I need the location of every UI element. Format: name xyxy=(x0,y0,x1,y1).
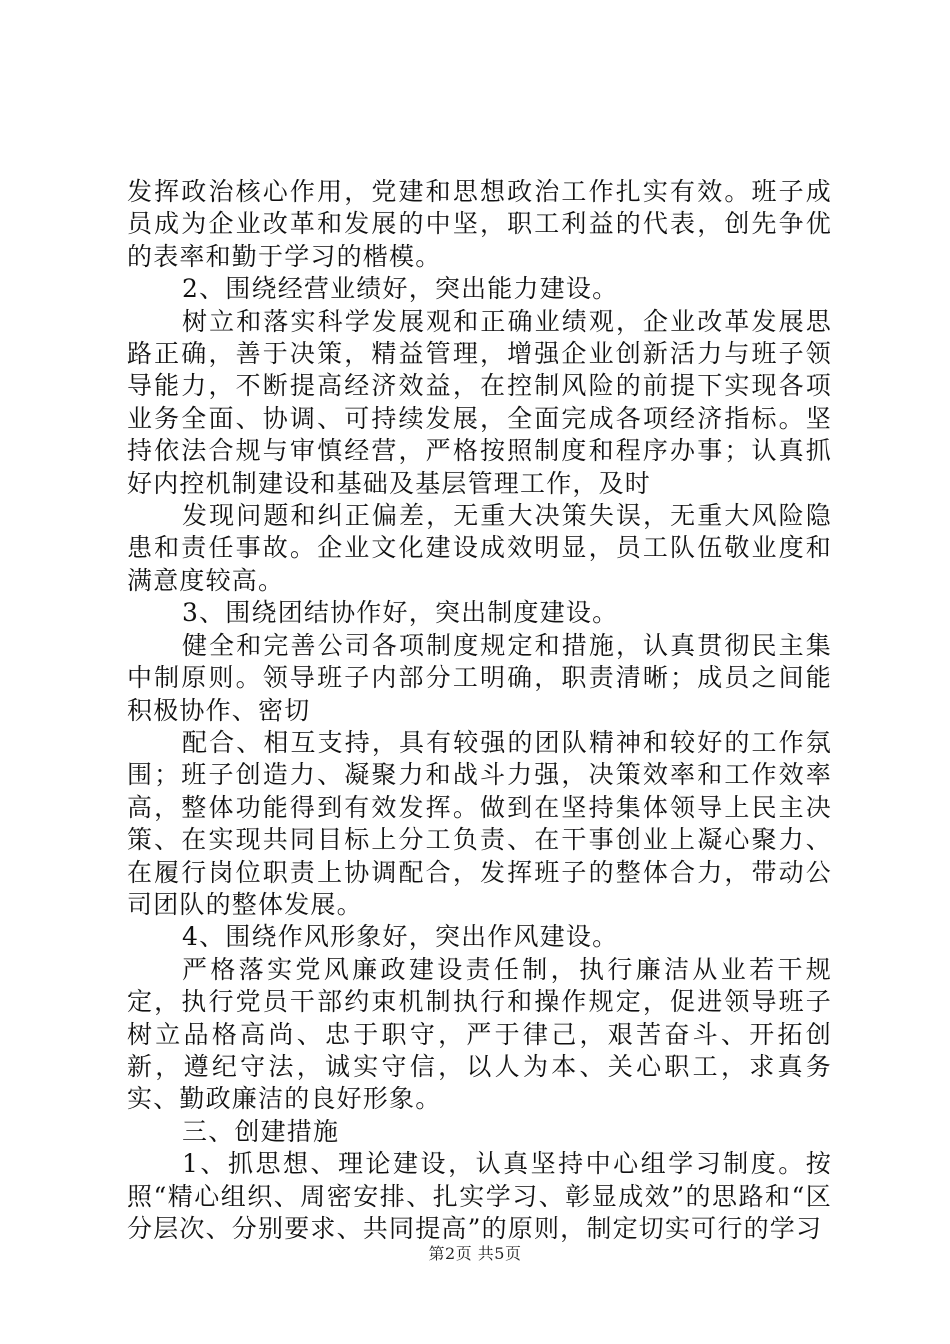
page-number-footer: 第2页 共5页 xyxy=(428,1244,522,1263)
heading-item-3: 3、围绕团结协作好，突出制度建设。 xyxy=(182,598,619,628)
heading-item-2: 2、围绕经营业绩好，突出能力建设。 xyxy=(182,274,619,304)
heading-item-4: 4、围绕作风形象好，突出作风建设。 xyxy=(182,922,619,952)
paragraph-continuation: 发挥政治核心作用，党建和思想政治工作扎实有效。班子成员成为企业改革和发展的中坚，职工利益的代表，创先争优的表率和勤于学习的楷模。 xyxy=(127,177,832,271)
paragraph: 发现问题和纠正偏差，无重大决策失误，无重大风险隐患和责任事故。企业文化建设成效明显，员工队伍敬业度和满意度较高。 xyxy=(127,501,832,595)
section-heading: 三、创建措施 xyxy=(182,1116,340,1146)
document-body xyxy=(127,176,832,1245)
paragraph: 配合、相互支持，具有较强的团队精神和较好的工作氛围；班子创造力、凝聚力和战斗力强，决策效率和工作效率高，整体功能得到有效发挥。做到在坚持集体领导上民主决策、在实现共同目标上分工负责、在干事创业上凝心聚力、在履行岗位职责上协调配合，发挥班子的整体合力，带动公司团队的整体发展。 xyxy=(127,727,832,919)
paragraph: 树立和落实科学发展观和正确业绩观，企业改革发展思路正确，善于决策，精益管理，增强企业创新活力与班子领导能力，不断提高经济效益，在控制风险的前提下实现各项业务全面、协调、可持续发展，全面完成各项经济指标。坚持依法合规与审慎经营，严格按照制度和程序办事；认真抓好内控机制建设和基础及基层管理工作，及时 xyxy=(127,306,832,498)
paragraph: 健全和完善公司各项制度规定和措施，认真贯彻民主集中制原则。领导班子内部分工明确，职责清晰；成员之间能积极协作、密切 xyxy=(127,630,832,725)
paragraph: 1、抓思想、理论建设，认真坚持中心组学习制度。按照“精心组织、周密安排、扎实学习、彰显成效”的思路和“区分层次、分别要求、共同提高”的原则，制定切实可行的学习 xyxy=(127,1149,832,1243)
paragraph: 严格落实党风廉政建设责任制，执行廉洁从业若干规定，执行党员干部约束机制执行和操作规定，促进领导班子树立品格高尚、忠于职守，严于律己，艰苦奋斗、开拓创新，遵纪守法，诚实守信，以人为本、关心职工，求真务实、勤政廉洁的良好形象。 xyxy=(127,954,832,1114)
